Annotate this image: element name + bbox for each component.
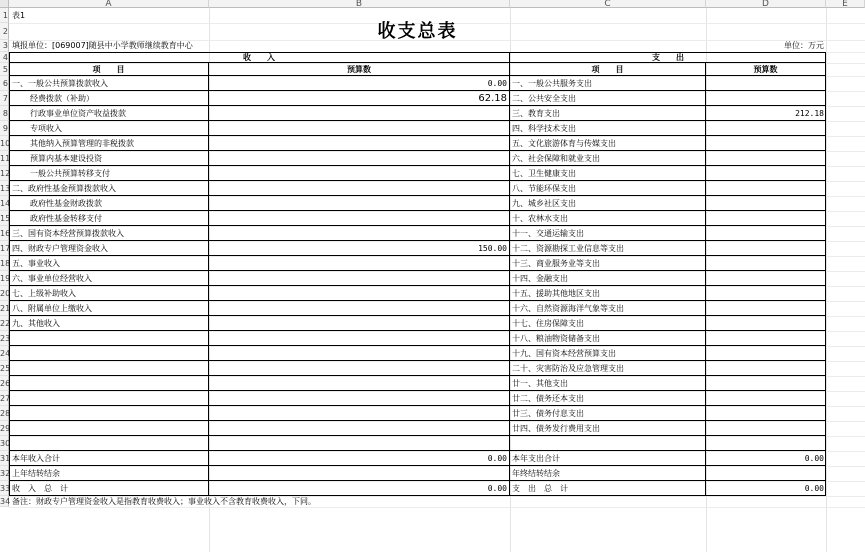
carry-over-income-label: 上年结转结余 bbox=[9, 466, 209, 481]
income-item-label: 九、其他收入 bbox=[9, 316, 209, 331]
row-header-15[interactable]: 15 bbox=[0, 211, 9, 226]
expense-budget-value[interactable] bbox=[706, 76, 826, 91]
expense-budget-value[interactable] bbox=[706, 121, 826, 136]
expense-budget-value[interactable] bbox=[706, 376, 826, 391]
expense-budget-value[interactable] bbox=[706, 346, 826, 361]
income-item-label: 八、附属单位上缴收入 bbox=[9, 301, 209, 316]
expense-budget-value[interactable] bbox=[706, 286, 826, 301]
expense-budget-value[interactable] bbox=[706, 331, 826, 346]
expense-budget-value[interactable] bbox=[706, 271, 826, 286]
expense-item-label: 八、节能环保支出 bbox=[510, 181, 706, 196]
year-total-expense-value[interactable]: 0.00 bbox=[706, 451, 826, 466]
column-header-d[interactable]: D bbox=[706, 0, 826, 8]
grand-total-income-value[interactable]: 0.00 bbox=[209, 481, 510, 496]
expense-item-label: 二十、灾害防治及应急管理支出 bbox=[510, 361, 706, 376]
income-budget-value[interactable]: 150.00 bbox=[209, 241, 510, 256]
income-budget-value[interactable] bbox=[209, 391, 510, 406]
blank-cell[interactable] bbox=[209, 436, 510, 451]
row-header-12[interactable]: 12 bbox=[0, 166, 9, 181]
row-header-23[interactable]: 23 bbox=[0, 331, 9, 346]
row-header-7[interactable]: 7 bbox=[0, 91, 9, 106]
carry-over-expense-label: 年终结转结余 bbox=[510, 466, 706, 481]
row-header-30[interactable]: 30 bbox=[0, 436, 9, 451]
select-all-corner[interactable] bbox=[0, 0, 9, 8]
column-header-c[interactable]: C bbox=[510, 0, 706, 8]
income-item-label bbox=[9, 391, 209, 406]
row-header-28[interactable]: 28 bbox=[0, 406, 9, 421]
income-budget-value[interactable] bbox=[209, 226, 510, 241]
expense-item-label: 六、社会保障和就业支出 bbox=[510, 151, 706, 166]
expense-budget-value[interactable] bbox=[706, 181, 826, 196]
expense-item-label: 廿二、债务还本支出 bbox=[510, 391, 706, 406]
expense-budget-value[interactable] bbox=[706, 421, 826, 436]
row-header-6[interactable]: 6 bbox=[0, 76, 9, 91]
gridline-row bbox=[9, 507, 865, 508]
expense-section-header: 支 出 bbox=[510, 52, 826, 63]
income-budget-value[interactable] bbox=[209, 361, 510, 376]
income-item-label: 七、上级补助收入 bbox=[9, 286, 209, 301]
row-header-18[interactable]: 18 bbox=[0, 256, 9, 271]
income-budget-value[interactable] bbox=[209, 211, 510, 226]
income-budget-value[interactable] bbox=[209, 421, 510, 436]
expense-item-label: 十、农林水支出 bbox=[510, 211, 706, 226]
row-header-32[interactable]: 32 bbox=[0, 466, 9, 481]
expense-item-label: 十九、国有资本经营预算支出 bbox=[510, 346, 706, 361]
column-header-a[interactable]: A bbox=[9, 0, 209, 8]
income-item-label bbox=[9, 331, 209, 346]
row-header-11[interactable]: 11 bbox=[0, 151, 9, 166]
expense-budget-value[interactable] bbox=[706, 301, 826, 316]
income-item-label: 三、国有资本经营预算拨款收入 bbox=[9, 226, 209, 241]
row-header-4[interactable]: 4 bbox=[0, 52, 9, 63]
report-title: 收支总表 bbox=[377, 21, 458, 42]
row-header-29[interactable]: 29 bbox=[0, 421, 9, 436]
expense-item-label: 廿一、其他支出 bbox=[510, 376, 706, 391]
expense-budget-value[interactable] bbox=[706, 196, 826, 211]
row-header-19[interactable]: 19 bbox=[0, 271, 9, 286]
income-item-label: 六、事业单位经营收入 bbox=[9, 271, 209, 286]
blank-cell[interactable] bbox=[510, 436, 706, 451]
income-item-label bbox=[9, 421, 209, 436]
expense-item-label: 廿三、债务付息支出 bbox=[510, 406, 706, 421]
row-header-5[interactable]: 5 bbox=[0, 63, 9, 76]
expense-budget-header: 预算数 bbox=[706, 63, 826, 76]
income-item-label: 一、一般公共预算拨款收入 bbox=[9, 76, 209, 91]
row-header-8[interactable]: 8 bbox=[0, 106, 9, 121]
row-header-27[interactable]: 27 bbox=[0, 391, 9, 406]
expense-budget-value[interactable] bbox=[706, 151, 826, 166]
year-total-income-value[interactable]: 0.00 bbox=[209, 451, 510, 466]
row-header-10[interactable]: 10 bbox=[0, 136, 9, 151]
sheet-tag: 表1 bbox=[12, 11, 26, 20]
grand-total-income-label: 收 入 总 计 bbox=[9, 481, 209, 496]
blank-cell[interactable] bbox=[9, 436, 209, 451]
income-budget-value[interactable] bbox=[209, 376, 510, 391]
row-header-13[interactable]: 13 bbox=[0, 181, 9, 196]
row-header-9[interactable]: 9 bbox=[0, 121, 9, 136]
filler-unit: 填报单位：[069007]随县中小学教师继续教育中心 bbox=[12, 41, 193, 50]
carry-over-expense-value[interactable] bbox=[706, 466, 826, 481]
expense-budget-value[interactable] bbox=[706, 136, 826, 151]
row-header-26[interactable]: 26 bbox=[0, 376, 9, 391]
column-header-e[interactable]: E bbox=[826, 0, 865, 8]
gridline-col bbox=[826, 8, 827, 552]
expense-budget-value[interactable] bbox=[706, 406, 826, 421]
column-header-b[interactable]: B bbox=[209, 0, 510, 8]
income-budget-value[interactable] bbox=[209, 301, 510, 316]
blank-cell[interactable] bbox=[706, 436, 826, 451]
expense-item-label: 十六、自然资源海洋气象等支出 bbox=[510, 301, 706, 316]
unit-label: 单位：万元 bbox=[784, 41, 824, 50]
expense-budget-value[interactable] bbox=[706, 316, 826, 331]
grand-total-expense-value[interactable]: 0.00 bbox=[706, 481, 826, 496]
expense-item-label: 十三、商业服务业等支出 bbox=[510, 256, 706, 271]
expense-item-label: 十一、交通运输支出 bbox=[510, 226, 706, 241]
income-item-label: 政府性基金财政拨款 bbox=[9, 196, 209, 211]
expense-budget-value[interactable] bbox=[706, 166, 826, 181]
row-header-21[interactable]: 21 bbox=[0, 301, 9, 316]
income-budget-value[interactable] bbox=[209, 256, 510, 271]
income-budget-value[interactable]: 0.00 bbox=[209, 76, 510, 91]
income-section-header: 收 入 bbox=[9, 52, 510, 63]
income-item-label: 其他纳入预算管理的非税拨款 bbox=[9, 136, 209, 151]
income-item-header: 项 目 bbox=[9, 63, 209, 76]
income-budget-value[interactable] bbox=[209, 406, 510, 421]
expense-budget-value[interactable] bbox=[706, 256, 826, 271]
row-header-14[interactable]: 14 bbox=[0, 196, 9, 211]
income-item-label: 一般公共预算转移支付 bbox=[9, 166, 209, 181]
expense-item-label: 一、一般公共服务支出 bbox=[510, 76, 706, 91]
income-budget-header: 预算数 bbox=[209, 63, 510, 76]
income-item-label: 预算内基本建设投资 bbox=[9, 151, 209, 166]
row-header-33[interactable]: 33 bbox=[0, 481, 9, 496]
income-item-label bbox=[9, 346, 209, 361]
income-item-label bbox=[9, 361, 209, 376]
expense-budget-value[interactable] bbox=[706, 91, 826, 106]
expense-item-label: 五、文化旅游体育与传媒支出 bbox=[510, 136, 706, 151]
expense-item-label: 四、科学技术支出 bbox=[510, 121, 706, 136]
row-header-31[interactable]: 31 bbox=[0, 451, 9, 466]
expense-item-label: 廿四、债务发行费用支出 bbox=[510, 421, 706, 436]
income-budget-value[interactable] bbox=[209, 196, 510, 211]
income-budget-value[interactable] bbox=[209, 286, 510, 301]
income-budget-value[interactable] bbox=[209, 151, 510, 166]
income-budget-value[interactable] bbox=[209, 316, 510, 331]
income-budget-value[interactable] bbox=[209, 121, 510, 136]
year-total-income-label: 本年收入合计 bbox=[9, 451, 209, 466]
income-budget-value[interactable] bbox=[209, 181, 510, 196]
income-item-label: 专项收入 bbox=[9, 121, 209, 136]
income-item-label bbox=[9, 376, 209, 391]
expense-item-label: 十四、金融支出 bbox=[510, 271, 706, 286]
income-item-label: 五、事业收入 bbox=[9, 256, 209, 271]
row-header-20[interactable]: 20 bbox=[0, 286, 9, 301]
row-header-16[interactable]: 16 bbox=[0, 226, 9, 241]
income-item-label: 经费拨款（补助） bbox=[9, 91, 209, 106]
footnote: 备注：财政专户管理资金收入是指教育收费收入；事业收入不含教育收费收入，下同。 bbox=[12, 497, 316, 506]
income-item-label: 四、财政专户管理资金收入 bbox=[9, 241, 209, 256]
expense-item-label: 九、城乡社区支出 bbox=[510, 196, 706, 211]
row-header-24[interactable]: 24 bbox=[0, 346, 9, 361]
row-header-25[interactable]: 25 bbox=[0, 361, 9, 376]
income-budget-value[interactable] bbox=[209, 106, 510, 121]
row-header-17[interactable]: 17 bbox=[0, 241, 9, 256]
expense-item-label: 十七、住房保障支出 bbox=[510, 316, 706, 331]
row-header-2[interactable]: 2 bbox=[0, 23, 9, 40]
expense-budget-value[interactable] bbox=[706, 361, 826, 376]
income-budget-value[interactable] bbox=[209, 331, 510, 346]
grand-total-expense-label: 支 出 总 计 bbox=[510, 481, 706, 496]
expense-item-header: 项 目 bbox=[510, 63, 706, 76]
expense-budget-value[interactable] bbox=[706, 391, 826, 406]
income-item-label: 二、政府性基金预算拨款收入 bbox=[9, 181, 209, 196]
year-total-expense-label: 本年支出合计 bbox=[510, 451, 706, 466]
income-item-label bbox=[9, 406, 209, 421]
row-header-22[interactable]: 22 bbox=[0, 316, 9, 331]
carry-over-income-value[interactable] bbox=[209, 466, 510, 481]
expense-item-label: 十二、资源勘探工业信息等支出 bbox=[510, 241, 706, 256]
expense-budget-value[interactable] bbox=[706, 211, 826, 226]
expense-item-label: 七、卫生健康支出 bbox=[510, 166, 706, 181]
income-budget-value[interactable] bbox=[209, 271, 510, 286]
expense-budget-value[interactable] bbox=[706, 226, 826, 241]
income-budget-value[interactable] bbox=[209, 166, 510, 181]
income-budget-value[interactable] bbox=[209, 346, 510, 361]
row-header-34[interactable]: 34 bbox=[0, 497, 11, 506]
expense-item-label: 三、教育支出 bbox=[510, 106, 706, 121]
income-budget-value[interactable]: 62.18 bbox=[209, 91, 510, 106]
expense-item-label: 十八、粮油物资储备支出 bbox=[510, 331, 706, 346]
expense-item-label: 二、公共安全支出 bbox=[510, 91, 706, 106]
row-header-3[interactable]: 3 bbox=[0, 40, 9, 52]
income-item-label: 政府性基金转移支付 bbox=[9, 211, 209, 226]
expense-budget-value[interactable]: 212.18 bbox=[706, 106, 826, 121]
income-budget-value[interactable] bbox=[209, 136, 510, 151]
expense-item-label: 十五、援助其他地区支出 bbox=[510, 286, 706, 301]
income-item-label: 行政事业单位资产收益拨款 bbox=[9, 106, 209, 121]
expense-budget-value[interactable] bbox=[706, 241, 826, 256]
row-header-1[interactable]: 1 bbox=[0, 8, 9, 23]
